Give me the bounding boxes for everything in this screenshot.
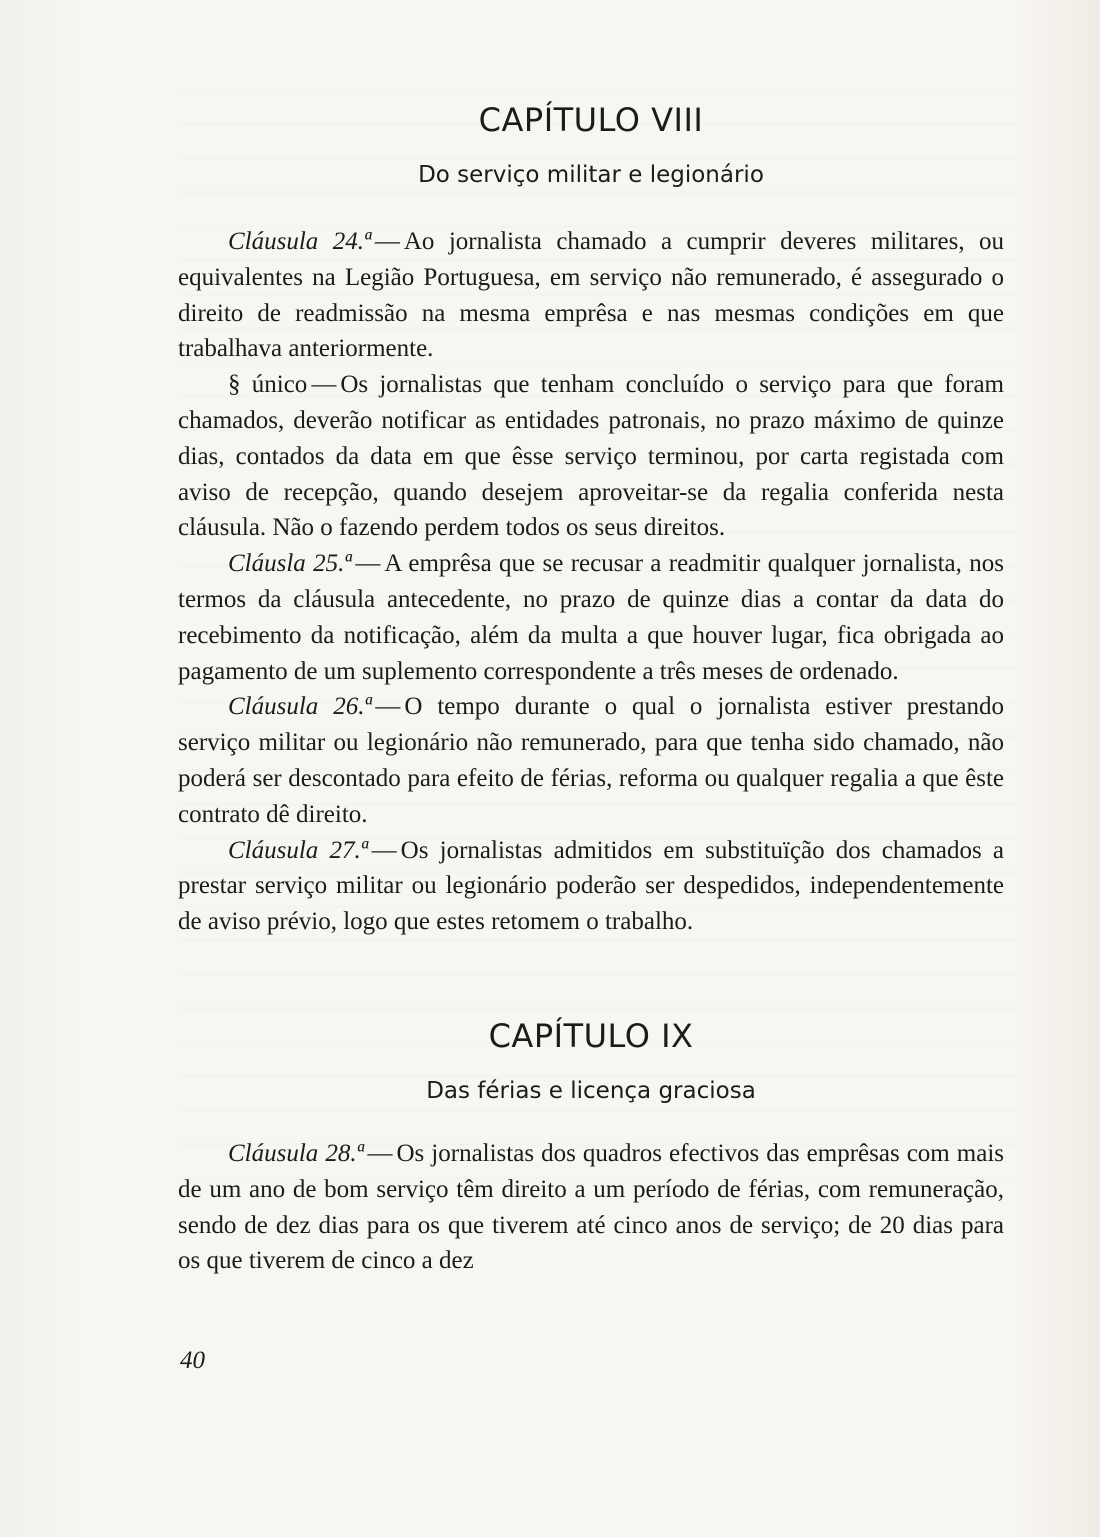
unique-paragraph-text: Os jornalistas que tenham concluído o serviço para que foram chamados, deverão notificar as entidades patronais, no prazo máximo de quinze dias, contados da data em que êsse serviço terminou, por carta registada com aviso de recepção, quando desejem aproveitar-se da regalia conferida nesta cláusula. Não o fazendo perdem todos os seus direitos.: [178, 371, 1004, 542]
unique-paragraph: [178, 367, 1004, 546]
em-dash: —: [311, 371, 337, 399]
clause-26-paragraph: [178, 689, 1004, 832]
clause-25-text: A emprêsa que se recusar a readmitir qualquer jornalista, nos termos da cláusula antecedente, no prazo de quinze dias a contar da data do recebimento da notificação, além da multa a que houver lugar, fica obrigada ao pagamento de um suplemento correspondente a três meses de ordenado.: [178, 550, 1004, 685]
clause-27-text: Os jornalistas admitidos em substituïção dos chamados a prestar serviço militar ou legionário poderão ser despedidos, independentemente de aviso prévio, logo que estes retomem o trabalho.: [178, 836, 1004, 936]
chapter-ix-body: [178, 1136, 1004, 1279]
em-dash: —: [374, 228, 400, 255]
clause-27-paragraph: [178, 833, 1004, 940]
clause-26-title: Cláusula 26.ª: [228, 693, 372, 721]
unique-paragraph-title: § único: [228, 371, 308, 399]
chapter-viii-header: [178, 100, 1004, 190]
em-dash: —: [355, 550, 381, 578]
em-dash: —: [371, 836, 397, 864]
clause-25-paragraph: [178, 546, 1004, 689]
chapter-viii-subtitle: Do serviço militar e legionário: [418, 162, 764, 188]
clause-28-paragraph: [178, 1136, 1004, 1279]
page-number: 40: [180, 1347, 205, 1374]
em-dash: —: [375, 693, 401, 721]
clause-26-text: O tempo durante o qual o jornalista estiver prestando serviço militar ou legionário não remunerado, para que tenha sido chamado, não poderá ser descontado para efeito de férias, reforma ou qualquer regalia a que êste contrato dê direito.: [178, 693, 1004, 828]
clause-28-title: Cláusula 28.ª: [228, 1139, 364, 1167]
chapter-viii-body: [178, 224, 1004, 940]
clause-24-title: Cláusula 24.ª: [228, 228, 371, 255]
clause-27-title: Cláusula 27.ª: [228, 836, 368, 864]
chapter-ix-title: CAPÍTULO IX: [488, 1016, 694, 1055]
chapter-viii-title: CAPÍTULO VIII: [478, 101, 704, 139]
clause-28-text: Os jornalistas dos quadros efectivos das emprêsas com mais de um ano de bom serviço têm direito a um período de férias, com remuneração, sendo de dez dias para os que tiverem até cinco anos de serviço; de 20 dias para os que tiverem de cinco a dez: [178, 1139, 1004, 1275]
chapter-ix-subtitle: Das férias e licença graciosa: [426, 1077, 756, 1104]
clause-24-paragraph: [178, 224, 1004, 367]
clause-25-title: Cláusla 25.ª: [228, 550, 352, 578]
chapter-ix-header: [178, 1016, 1004, 1106]
clause-24-text: Ao jornalista chamado a cumprir deveres militares, ou equivalentes na Legião Portuguesa, em serviço não remunerado, é assegurado o direito de readmissão na mesma emprêsa e nas mesmas condições em que trabalhava anteriormente.: [178, 228, 1004, 363]
em-dash: —: [367, 1139, 393, 1167]
page-content: [178, 100, 1004, 1279]
